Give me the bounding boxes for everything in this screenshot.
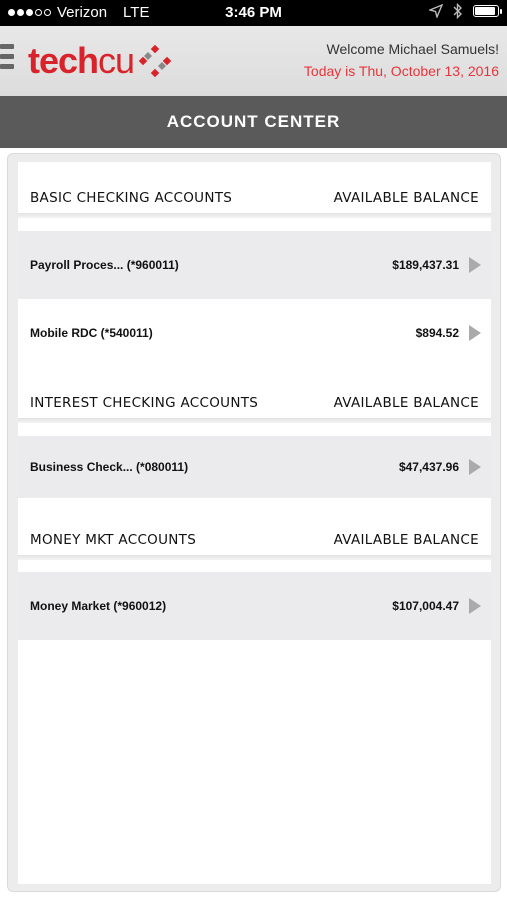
logo-mark-icon bbox=[138, 44, 172, 78]
account-balance: $107,004.47 bbox=[392, 599, 459, 613]
account-row-mobile-rdc[interactable] bbox=[18, 299, 491, 367]
logo-cu-text: cu bbox=[98, 40, 135, 81]
account-panel bbox=[7, 153, 501, 892]
balance-column-header: AVAILABLE BALANCE bbox=[333, 190, 479, 206]
techcu-logo bbox=[28, 40, 172, 82]
section-header-interest-checking bbox=[18, 367, 491, 423]
menu-icon[interactable] bbox=[0, 44, 14, 74]
status-bar bbox=[0, 0, 507, 26]
balance-column-header: AVAILABLE BALANCE bbox=[333, 532, 479, 548]
bluetooth-icon bbox=[453, 3, 463, 19]
welcome-message: Welcome Michael Samuels! bbox=[326, 41, 499, 57]
account-name: Business Check... (*080011) bbox=[30, 460, 189, 474]
today-date: Today is Thu, October 13, 2016 bbox=[303, 63, 499, 79]
battery-fill bbox=[475, 7, 495, 15]
account-balance: $894.52 bbox=[415, 326, 459, 340]
account-name: Payroll Proces... (*960011) bbox=[30, 258, 179, 272]
logo-tech-text: tech bbox=[28, 40, 99, 81]
battery-icon bbox=[473, 5, 499, 17]
page-title: ACCOUNT CENTER bbox=[166, 112, 341, 131]
status-left bbox=[8, 4, 149, 21]
clock: 3:46 PM bbox=[225, 4, 282, 21]
account-balance: $47,437.96 bbox=[398, 460, 459, 474]
signal-icon bbox=[8, 9, 51, 16]
chevron-right-icon bbox=[469, 598, 481, 614]
account-balance: $189,437.31 bbox=[392, 258, 459, 272]
page-title-bar bbox=[0, 96, 507, 148]
section-title: BASIC CHECKING ACCOUNTS bbox=[30, 190, 233, 206]
section-header-basic-checking bbox=[18, 162, 491, 218]
carrier-label: Verizon bbox=[57, 4, 108, 21]
location-arrow-icon bbox=[429, 4, 443, 18]
network-label: LTE bbox=[123, 4, 150, 21]
chevron-right-icon bbox=[469, 257, 481, 273]
section-header-money-market bbox=[18, 504, 491, 560]
status-right bbox=[429, 3, 499, 19]
account-name: Money Market (*960012) bbox=[30, 599, 167, 613]
account-row-business-checking[interactable] bbox=[18, 436, 491, 498]
app-header bbox=[0, 26, 507, 96]
balance-column-header: AVAILABLE BALANCE bbox=[333, 395, 479, 411]
chevron-right-icon bbox=[469, 459, 481, 475]
account-panel-content bbox=[18, 162, 491, 884]
section-title: MONEY MKT ACCOUNTS bbox=[30, 532, 197, 548]
account-name: Mobile RDC (*540011) bbox=[30, 326, 153, 340]
account-row-money-market[interactable] bbox=[18, 572, 491, 640]
section-title: INTEREST CHECKING ACCOUNTS bbox=[30, 395, 259, 411]
account-row-payroll[interactable] bbox=[18, 231, 491, 299]
chevron-right-icon bbox=[469, 325, 481, 341]
